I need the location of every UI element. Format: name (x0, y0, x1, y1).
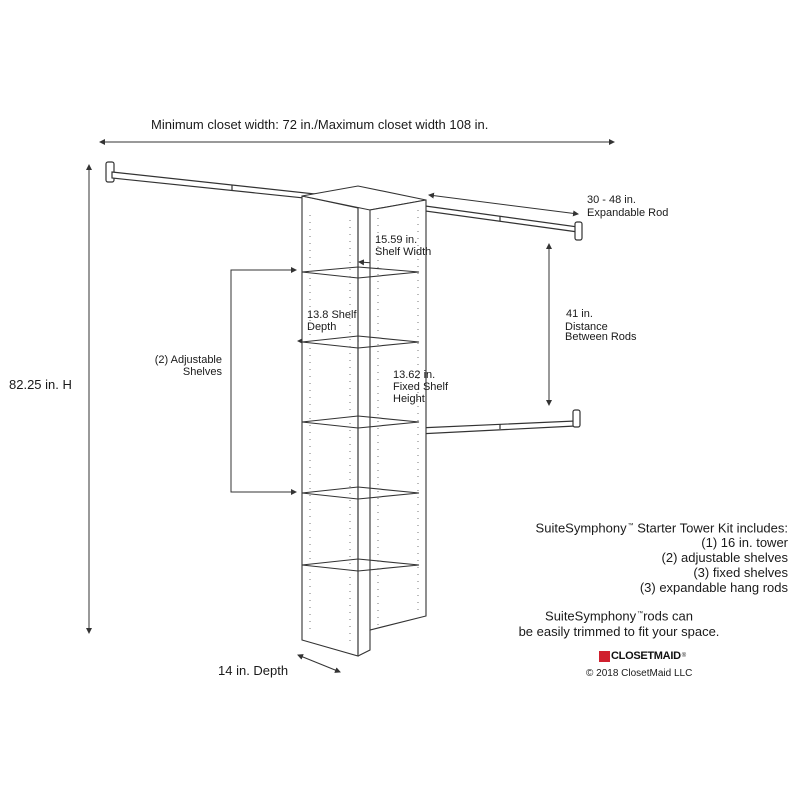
kit-title: SuiteSymphony™ Starter Tower Kit includes: (535, 520, 788, 536)
logo-name: CLOSETMAID (611, 650, 681, 662)
logo-mark (599, 651, 610, 662)
shelf-width-value: 15.59 in. (375, 234, 418, 246)
height-label: 82.25 in. H (9, 377, 72, 392)
fixed-height-label-1: Fixed Shelf (393, 381, 449, 393)
shelf-depth-value: 13.8 Shelf (307, 309, 357, 321)
closetmaid-logo (599, 650, 686, 662)
adjustable-shelves-label-2: Shelves (182, 366, 222, 378)
depth-label: 14 in. Depth (218, 663, 289, 678)
kit-item: (1) 16 in. tower (701, 535, 788, 551)
fixed-height-label-2: Height (393, 393, 425, 405)
logo-registered: ® (681, 653, 687, 659)
shelf-width-label: Shelf Width (375, 246, 432, 258)
rod-length-value: 30 - 48 in. (587, 194, 636, 206)
trim-note-line-2: be easily trimmed to fit your space. (518, 624, 720, 640)
top-right-rod (418, 205, 582, 240)
shelf-depth-label: Depth (307, 321, 337, 333)
lower-right-rod (418, 410, 580, 434)
trim-note (480, 606, 758, 640)
copyright: © 2018 ClosetMaid LLC (586, 668, 693, 679)
kit-contents (480, 519, 788, 595)
kit-item: (2) adjustable shelves (661, 550, 788, 566)
adjustable-shelves-bracket (231, 270, 296, 492)
rod-distance-value: 41 in. (566, 308, 593, 320)
depth-arrow (298, 655, 340, 672)
fixed-height-value: 13.62 in. (393, 369, 436, 381)
trim-note-line-1: SuiteSymphony™rods can (545, 608, 693, 624)
kit-item: (3) fixed shelves (693, 565, 788, 581)
closet-width-label: Minimum closet width: 72 in./Maximum closet width 108 in. (151, 117, 489, 132)
rod-distance-label-1: Distance (565, 321, 608, 333)
rod-length-label: Expandable Rod (587, 207, 669, 219)
kit-item: (3) expandable hang rods (639, 580, 788, 596)
tower-bottom-gap (358, 630, 370, 656)
adjustable-shelves-label-1: (2) Adjustable (154, 354, 222, 366)
rod-distance-label-2: Between Rods (565, 331, 637, 343)
